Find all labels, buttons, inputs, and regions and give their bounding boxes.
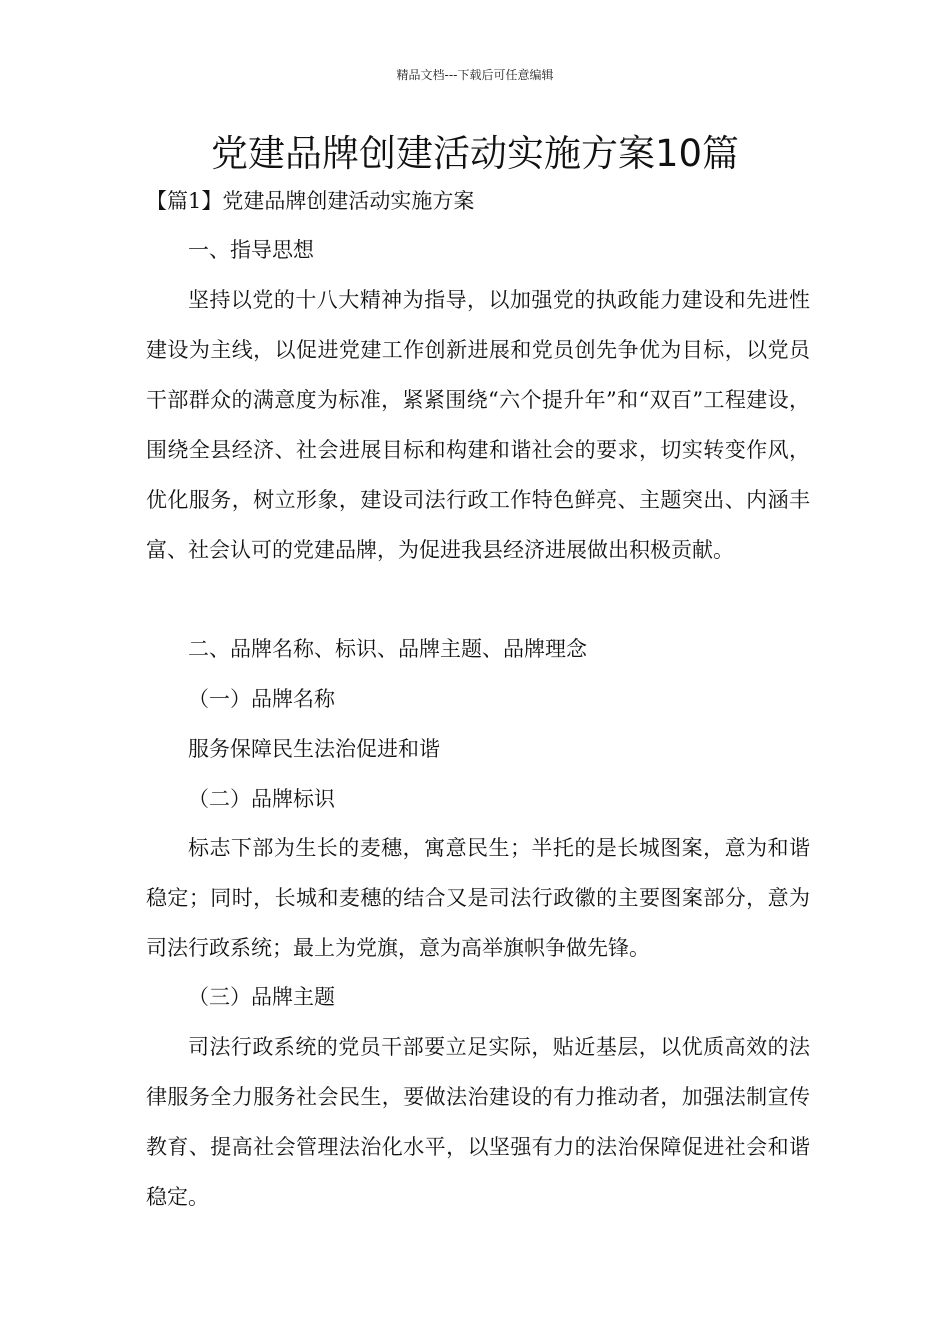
paragraph-guiding-ideology: 坚持以党的十八大精神为指导，以加强党的执政能力建设和先进性建设为主线，以促进党建工作创新进展和党员创先争优为目标，以党员干部群众的满意度为标准，紧紧围绕“六个提升年”和“双百”工程建设，围绕全县经济、社会进展目标和构建和谐社会的要求，切实转变作风，优化服务，树立形象，建设司法行政工作特色鲜亮、主题突出、内涵丰富、社会认可的党建品牌，为促进我县经济进展做出积极贡献。 [146, 288, 810, 562]
heading-guiding-ideology: 一、指导思想 [188, 238, 314, 262]
subheading-brand-name: （一）品牌名称 [188, 687, 335, 711]
subheading-brand-theme: （三）品牌主题 [188, 985, 335, 1009]
paragraph-brand-logo: 标志下部为生长的麦穗，寓意民生；半托的是长城图案，意为和谐稳定；同时，长城和麦穗的结合又是司法行政徽的主要图案部分，意为司法行政系统；最上为党旗，意为高举旗帜争做先锋。 [146, 836, 810, 960]
section-heading: 【篇1】党建品牌创建活动实施方案 [146, 189, 475, 213]
subheading-brand-logo: （二）品牌标识 [188, 787, 335, 811]
paragraph-brand-name: 服务保障民生法治促进和谐 [188, 737, 440, 761]
document-title: 党建品牌创建活动实施方案10篇 [210, 132, 740, 175]
header-note: 精品文档---下载后可任意编辑 [396, 68, 554, 82]
paragraph-brand-theme: 司法行政系统的党员干部要立足实际，贴近基层，以优质高效的法律服务全力服务社会民生，要做法治建设的有力推动者，加强法制宣传教育、提高社会管理法治化水平，以坚强有力的法治保障促进社会和谐稳定。 [146, 1035, 810, 1209]
heading-brand: 二、品牌名称、标识、品牌主题、品牌理念 [188, 637, 587, 661]
